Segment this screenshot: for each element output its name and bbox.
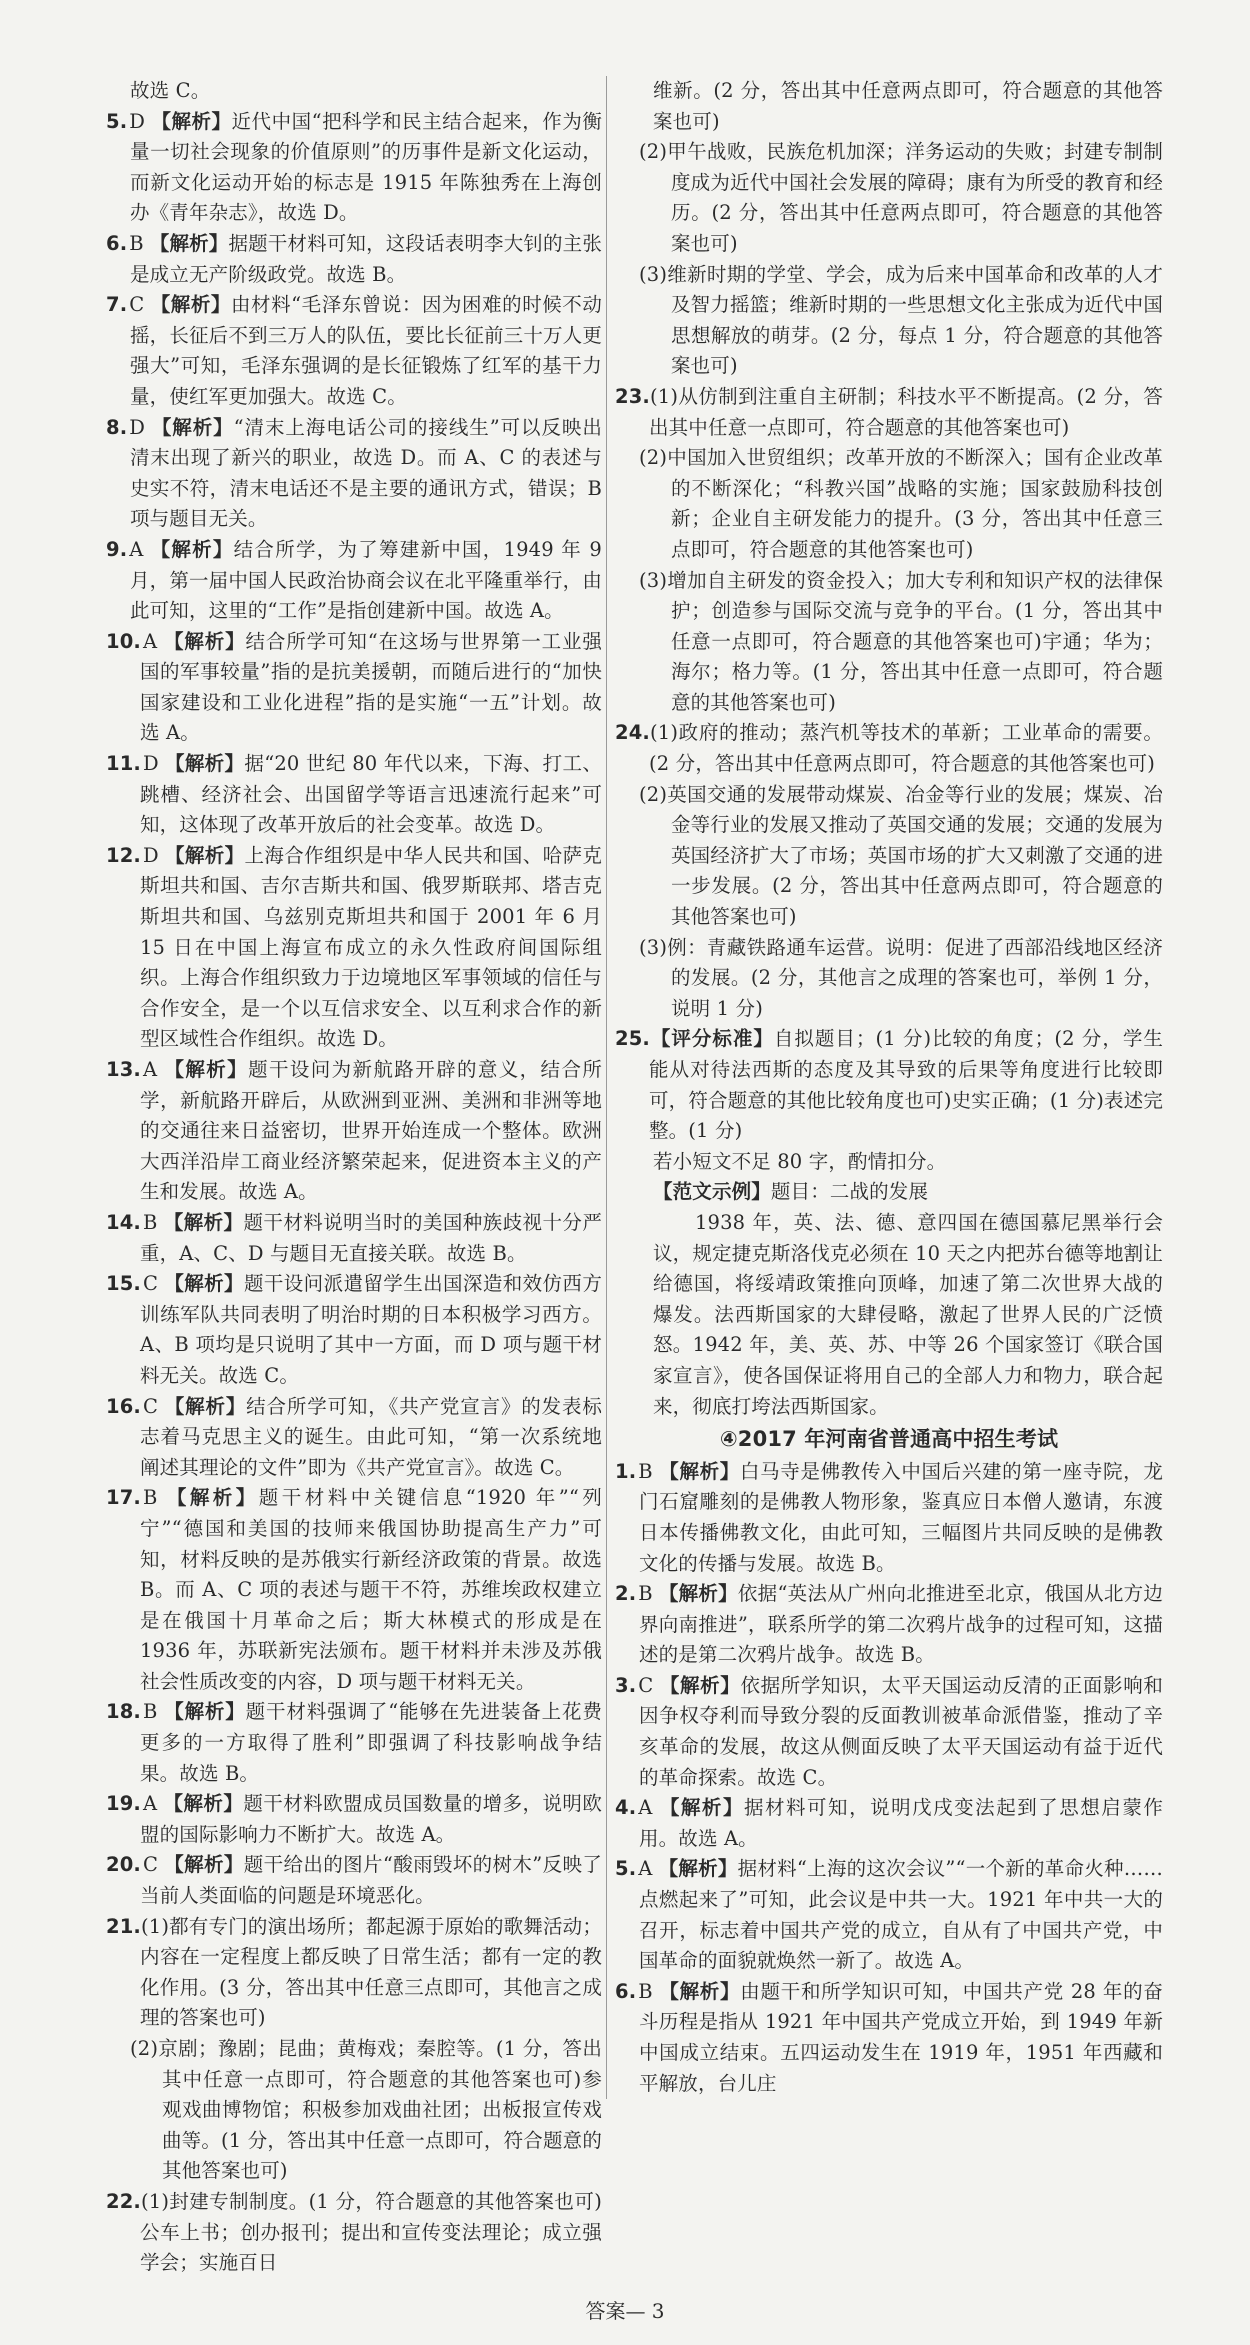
item-number: 19. xyxy=(106,1792,141,1816)
analysis-tag: 【解析】 xyxy=(164,843,245,867)
item-number: 7. xyxy=(106,293,128,317)
block-text: 1938 年，英、法、德、意四国在德国慕尼黑举行会议，规定捷克斯洛伐克必须在 10 天之内把苏台德等地割让给德国，将绥靖政策推向顶峰，加速了第二次世界大战的爆发。法西斯国家的大肆侵略，激起了世界人民的广泛愤怒。1942 年，美、英、苏、中等 26 个国家签订《联合国家宣言》，使各国保证将用自己的全部人力和物力，联合起来，彻底打垮法西斯国家。 xyxy=(653,1210,1163,1418)
explanation-text: 题干材料说明当时的美国种族歧视十分严重，A、C、D 与题目无直接关联。故选 B。 xyxy=(140,1210,602,1265)
sub-answer xyxy=(615,260,1163,382)
item-number: 4. xyxy=(615,1796,637,1820)
explanation-text: 依据“英法从广州向北推进至北京，俄国从北方边界向南推进”，联系所学的第二次鸦片战争的过程可知，这描述的是第二次鸦片战争。故选 B。 xyxy=(639,1582,1163,1667)
answer-item xyxy=(615,1793,1163,1854)
answer-choice: C xyxy=(638,1673,654,1697)
sub-answer xyxy=(615,566,1163,719)
explanation-text: (1)都有专门的演出场所；都起源于原始的歌舞活动；内容在一定程度上都反映了日常生活；都有一定的教化作用。(3 分，答出其中任意三点即可，其他言之成理的答案也可) xyxy=(140,1914,602,2030)
item-number: 1. xyxy=(615,1459,637,1483)
answer-item xyxy=(106,413,602,535)
answer-item xyxy=(615,1457,1163,1579)
item-number: 24. xyxy=(615,721,650,745)
analysis-tag: 【解析】 xyxy=(163,629,246,653)
explanation-text: 由题干和所学知识可知，中国共产党 28 年的奋斗历程是指从 1921 年中国共产党成立开始，到 1949 年新中国成立结束。五四运动发生在 1919 年，1951 年西藏和平解放，台儿庄 xyxy=(639,1979,1163,2095)
item-number: 9. xyxy=(106,537,128,561)
explanation-text: 题干材料中关键信息“1920 年”“列宁”“德国和美国的技师来俄国协助提高生产力”可知，材料反映的是苏俄实行新经济政策的背景。故选 B。而 A、C 项的表述与题干不符，苏维埃政权建立是在俄国十月革命之后；斯大林模式的形成是在 1936 年，苏联新宪法颁布。题干材料并未涉及苏俄社会性质改变的内容，D 项与题干材料无关。 xyxy=(140,1486,602,1693)
sub-answer xyxy=(615,933,1163,1025)
explanation-text: 自拟题目；(1 分)比较的角度；(2 分，学生能从对待法西斯的态度及其导致的后果等角度进行比较即可，符合题意的其他比较角度也可)史实正确；(1 分)表述完整。(1 分) xyxy=(649,1027,1163,1143)
block-text: 若小短文不足 80 字，酌情扣分。 xyxy=(653,1149,947,1173)
item-number: 13. xyxy=(106,1058,141,1081)
analysis-tag: 【解析】 xyxy=(164,1853,244,1877)
sub-answer xyxy=(615,780,1163,933)
answer-choice: B xyxy=(638,1459,653,1483)
explanation-text: 题干设问为新航路开辟的意义，结合所学，新航路开辟后，从欧洲到亚洲、美洲和非洲等地的交通往来日益密切，世界开始连成一个整体。欧洲大西洋沿岸工商业经济繁荣起来，促进资本主义的产生和发展。故选 A。 xyxy=(140,1058,602,1204)
item-number: 5. xyxy=(615,1857,637,1881)
text-line xyxy=(615,76,1163,137)
item-number: 21. xyxy=(106,1914,141,1938)
answer-choice: D xyxy=(129,415,146,439)
explanation-text: 题干设问派遣留学生出国深造和效仿西方训练军队共同表明了明治时期的日本积极学习西方。A、B 项均是只说明了其中一方面，而 D 项与题干材料无关。故选 C。 xyxy=(140,1272,602,1387)
item-number: 6. xyxy=(615,1979,637,2003)
explanation-text: 依据所学知识，太平天国运动反清的正面影响和因争权夺利而导致分裂的反面教训被革命派借鉴，推动了辛亥革命的发展，故这从侧面反映了太平天国运动有益于近代的革命探索。故选 C。 xyxy=(639,1673,1163,1789)
analysis-tag: 【解析】 xyxy=(163,1700,246,1724)
answer-item xyxy=(106,627,602,749)
explanation-text: 据“20 世纪 80 年代以来，下海、打工、跳槽、经济社会、出国留学等语言迅速流行起来”可知，这体现了改革开放后的社会变革。故选 D。 xyxy=(140,752,602,837)
block-text: (3)例：青藏铁路通车运营。说明：促进了西部沿线地区经济的发展。(2 分，其他言之成理的答案也可，举例 1 分，说明 1 分) xyxy=(639,935,1163,1020)
answer-choice: C xyxy=(143,1394,159,1418)
explanation-text: 结合所学可知“在这场与世界第一工业强国的军事较量”指的是抗美援朝，而随后进行的“加快国家建设和工业化进程”指的是实施“一五”计划。故选 A。 xyxy=(140,629,602,745)
sub-answer xyxy=(615,443,1163,565)
answer-item xyxy=(106,1483,602,1697)
analysis-tag: 【解析】 xyxy=(658,1459,740,1483)
answer-item xyxy=(615,718,1163,779)
explanation-text: 结合所学可知，《共产党宣言》的发表标志着马克思主义的诞生。由此可知，“第一次系统地阐述其理论的文件”即为《共产党宣言》。故选 C。 xyxy=(140,1394,602,1479)
explanation-text: 由材料“毛泽东曾说：因为困难的时候不动摇，长征后不到三万人的队伍，要比长征前三十万人更强大”可知，毛泽东强调的是长征锻炼了红军的基干力量，使红军更加强大。故选 C。 xyxy=(130,293,602,408)
explanation-text: (1)从仿制到注重自主研制；科技水平不断提高。(2 分，答出其中任意一点即可，符合题意的其他答案也可) xyxy=(649,384,1163,439)
answer-item xyxy=(615,1024,1163,1146)
text-line xyxy=(615,1208,1163,1422)
item-number: 25. xyxy=(615,1027,650,1051)
answer-item xyxy=(615,1671,1163,1793)
answer-choice: C xyxy=(129,293,145,317)
answer-choice: C xyxy=(143,1853,159,1877)
answer-item xyxy=(106,1789,602,1850)
answer-choice: B xyxy=(638,1979,653,2003)
answer-item xyxy=(106,1392,602,1484)
item-number: 8. xyxy=(106,415,128,439)
explanation-text: 据题干材料可知，这段话表明李大钊的主张是成立无产阶级政党。故选 B。 xyxy=(130,231,602,286)
analysis-tag: 【解析】 xyxy=(164,1394,247,1418)
answer-item xyxy=(106,2187,602,2279)
sample-title-text: 题目：二战的发展 xyxy=(770,1180,929,1204)
item-number: 16. xyxy=(106,1394,141,1418)
block-text: 故选 C。 xyxy=(130,79,211,102)
analysis-tag: 【解析】 xyxy=(658,1857,738,1881)
page-number: 答案— 3 xyxy=(585,2298,665,2323)
answer-choice: A xyxy=(638,1796,653,1820)
explanation-text: 上海合作组织是中华人民共和国、哈萨克斯坦共和国、吉尔吉斯共和国、俄罗斯联邦、塔吉克斯坦共和国、乌兹别克斯坦共和国于 2001 年 6 月 15 日在中国上海宣布成立的永久性政府间国际组织。上海合作组织致力于边境地区军事领域的信任与合作安全，是一个以互信求安全、以互利求合作的新型区域性合作组织。故选 D。 xyxy=(140,843,602,1051)
item-number: 2. xyxy=(615,1582,637,1606)
answer-item xyxy=(615,1579,1163,1671)
answer-choice: D xyxy=(143,752,159,776)
text-line xyxy=(615,1147,1163,1178)
answer-choice: A xyxy=(143,629,158,653)
block-text: ④2017 年河南省普通高中招生考试 xyxy=(719,1427,1059,1452)
block-text: (2)中国加入世贸组织；改革开放的不断深入；国有企业改革的不断深化；“科教兴国”战略的实施；国家鼓励科技创新；企业自主研发能力的提升。(3 分，答出其中任意三点即可，符合题意的其他答案也可) xyxy=(639,446,1163,561)
answer-item xyxy=(106,535,602,627)
answer-item xyxy=(106,229,602,290)
answer-choice: D xyxy=(143,843,159,867)
analysis-tag: 【解析】 xyxy=(149,231,229,255)
item-number: 14. xyxy=(106,1210,141,1234)
analysis-tag: 【解析】 xyxy=(150,293,231,317)
answer-item xyxy=(106,1269,602,1391)
explanation-text: (1)封建专制制度。(1 分，符合题意的其他答案也可)公车上书；创办报刊；提出和宣传变法理论；成立强学会；实施百日 xyxy=(140,2189,602,2275)
item-number: 18. xyxy=(106,1700,141,1724)
analysis-tag: 【解析】 xyxy=(163,1792,244,1816)
right-column xyxy=(606,76,1163,2099)
answer-choice: C xyxy=(143,1272,159,1296)
item-number: 11. xyxy=(106,752,141,776)
explanation-text: 结合所学，为了筹建新中国，1949 年 9 月，第一届中国人民政治协商会议在北平隆重举行，由此可知，这里的“工作”是指创建新中国。故选 A。 xyxy=(130,537,602,623)
answer-item xyxy=(106,1697,602,1789)
analysis-tag: 【解析】 xyxy=(659,1673,741,1697)
explanation-text: 据材料“上海的这次会议”“一个新的革命火种……点燃起来了”可知，此会议是中共一大。1921 年中共一大的召开，标志着中国共产党的成立，自从有了中国共产党，中国革命的面貌就焕然一新了。故选 A。 xyxy=(639,1857,1163,1973)
left-column xyxy=(106,76,602,2279)
answer-item xyxy=(106,290,602,412)
answer-choice: D xyxy=(129,109,146,133)
item-number: 22. xyxy=(106,2189,141,2213)
analysis-tag: 【解析】 xyxy=(163,1486,259,1510)
item-number: 10. xyxy=(106,629,141,653)
answer-choice: A xyxy=(143,1058,158,1081)
answer-item xyxy=(615,1854,1163,1976)
section-heading xyxy=(615,1424,1163,1455)
block-text: (2)甲午战败，民族危机加深；洋务运动的失败；封建专制制度成为近代中国社会发展的障碍；康有为所受的教育和经历。(2 分，答出其中任意两点即可，符合题意的其他答案也可) xyxy=(639,140,1163,255)
block-text: 维新。(2 分，答出其中任意两点即可，符合题意的其他答案也可) xyxy=(653,79,1163,133)
explanation-text: 近代中国“把科学和民主结合起来，作为衡量一切社会现象的价值原则”的历事件是新文化运动，而新文化运动开始的标志是 1915 年陈独秀在上海创办《青年杂志》，故选 D。 xyxy=(130,109,602,225)
answer-item xyxy=(106,1208,602,1269)
explanation-text: 题干材料欧盟成员国数量的增多，说明欧盟的国际影响力不断扩大。故选 A。 xyxy=(140,1792,602,1846)
answer-item xyxy=(615,382,1163,443)
text-line xyxy=(106,76,602,107)
analysis-tag: 【解析】 xyxy=(658,1582,738,1606)
explanation-text: (1)政府的推动；蒸汽机等技术的革新；工业革命的需要。(2 分，答出其中任意两点即可，符合题意的其他答案也可) xyxy=(649,721,1163,776)
analysis-tag: 【解析】 xyxy=(163,1210,244,1234)
item-number: 6. xyxy=(106,231,128,255)
explanation-text: 据材料可知，说明戊戌变法起到了思想启蒙作用。故选 A。 xyxy=(639,1796,1163,1850)
answer-choice: A xyxy=(129,537,144,561)
item-number: 15. xyxy=(106,1272,141,1296)
answer-item xyxy=(106,1055,602,1208)
explanation-text: “清末上海电话公司的接线生”可以反映出清末出现了新兴的职业，故选 D。而 A、C 的表述与史实不符，清末电话还不是主要的通讯方式，错误；B 项与题目无关。 xyxy=(130,415,602,531)
answer-item xyxy=(106,107,602,229)
answer-item xyxy=(106,1912,602,2034)
analysis-tag: 【解析】 xyxy=(658,1796,744,1820)
analysis-tag: 【解析】 xyxy=(658,1979,741,2003)
answer-choice: B xyxy=(143,1486,158,1510)
answer-choice: B xyxy=(143,1700,158,1724)
answer-choice: A xyxy=(143,1792,158,1816)
block-text: (3)维新时期的学堂、学会，成为后来中国革命和改革的人才及智力摇篮；维新时期的一些思想文化主张成为近代中国思想解放的萌芽。(2 分，每点 1 分，符合题意的其他答案也可) xyxy=(639,262,1163,378)
sample-essay-title xyxy=(615,1177,1163,1208)
answer-item xyxy=(106,749,602,841)
explanation-text: 题干材料强调了“能够在先进装备上花费更多的一方取得了胜利”即强调了科技影响战争结果。故选 B。 xyxy=(140,1700,602,1785)
item-number: 20. xyxy=(106,1853,141,1877)
analysis-tag: 【解析】 xyxy=(163,1058,249,1081)
answer-item xyxy=(106,841,602,1055)
analysis-tag: 【解析】 xyxy=(164,1272,244,1296)
analysis-tag: 【解析】 xyxy=(151,415,234,439)
item-number: 5. xyxy=(106,109,128,133)
block-text: (2)英国交通的发展带动煤炭、冶金等行业的发展；煤炭、冶金等行业的发展又推动了英国交通的发展；交通的发展为英国经济扩大了市场；英国市场的扩大又刺激了交通的进一步发展。(2 分，答出其中任意两点即可，符合题意的其他答案也可) xyxy=(639,782,1163,929)
item-number: 12. xyxy=(106,843,141,867)
answer-item xyxy=(615,1977,1163,2099)
sub-answer xyxy=(106,2034,602,2187)
block-text: (2)京剧；豫剧；昆曲；黄梅戏；秦腔等。(1 分，答出其中任意一点即可，符合题意的其他答案也可)参观戏曲博物馆；积极参加戏曲社团；出板报宣传戏曲等。(1 分，答出其中任意一点即可，符合题意的其他答案也可) xyxy=(130,2037,602,2183)
answer-choice: B xyxy=(143,1210,158,1234)
item-number: 23. xyxy=(615,384,650,408)
answer-item xyxy=(106,1850,602,1911)
block-text: (3)增加自主研发的资金投入；加大专利和知识产权的法律保护；创造参与国际交流与竞争的平台。(1 分，答出其中任意一点即可，符合题意的其他答案也可)宇通；华为；海尔；格力等。(1 分，答出其中任意一点即可，符合题意的其他答案也可) xyxy=(639,568,1163,714)
sample-tag: 【范文示例】 xyxy=(653,1180,771,1204)
item-number: 17. xyxy=(106,1486,141,1510)
answer-choice: B xyxy=(638,1582,653,1606)
item-number: 3. xyxy=(615,1673,637,1697)
sub-answer xyxy=(615,137,1163,259)
analysis-tag: 【解析】 xyxy=(164,752,245,776)
explanation-text: 白马寺是佛教传入中国后兴建的第一座寺院，龙门石窟雕刻的是佛教人物形象，鉴真应日本僧人邀请，东渡日本传播佛教文化，由此可知，三幅图片共同反映的是佛教文化的传播与发展。故选 B。 xyxy=(639,1459,1163,1575)
answer-choice: B xyxy=(129,231,144,255)
analysis-tag: 【解析】 xyxy=(151,109,232,133)
analysis-tag: 【解析】 xyxy=(149,537,234,561)
analysis-tag: 【评分标准】 xyxy=(650,1027,774,1051)
explanation-text: 题干给出的图片“酸雨毁坏的树木”反映了当前人类面临的问题是环境恶化。 xyxy=(140,1853,602,1908)
answer-choice: A xyxy=(638,1857,653,1881)
